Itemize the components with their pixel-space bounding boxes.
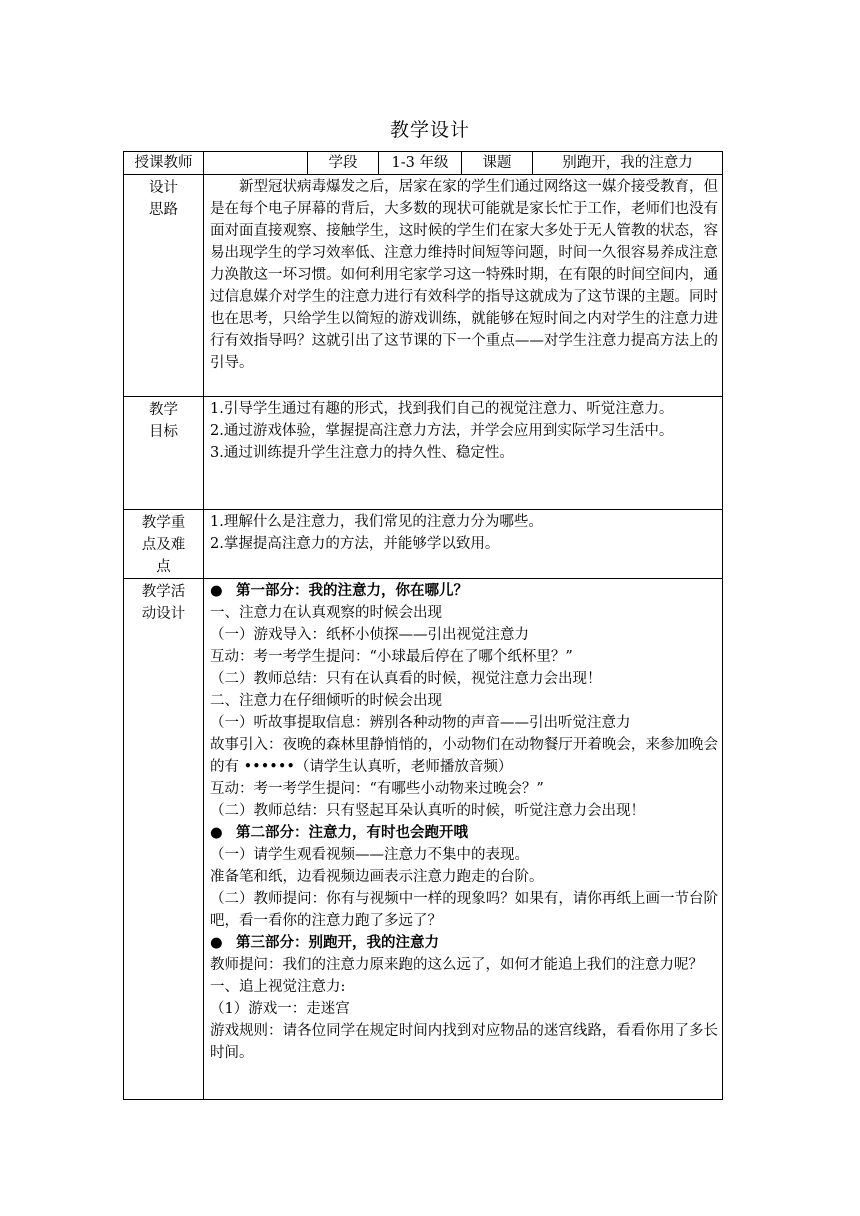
activities-label: 教学活 动设计 — [124, 579, 204, 1100]
activity-line: （二）教师提问：你有与视频中一样的现象吗？如果有，请你再纸上画一节台阶吧，看一看你的注意力跑了多远了？ — [210, 891, 718, 929]
activity-line: （二）教师总结：只有竖起耳朵认真听的时候，听觉注意力会出现！ — [210, 803, 645, 819]
activity-line: 准备笔和纸，边看视频边画表示注意力跑走的台阶。 — [210, 869, 544, 885]
teacher-value — [204, 152, 308, 175]
bullet-icon: ● — [210, 582, 223, 599]
activities-row — [124, 579, 723, 1100]
design-idea-row — [124, 175, 723, 397]
part3-heading: ● 第三部分：别跑开，我的注意力 — [210, 932, 718, 954]
teacher-label: 授课教师 — [124, 152, 204, 175]
topic-value: 别跑开，我的注意力 — [533, 152, 723, 175]
topic-label: 课题 — [462, 152, 533, 175]
bullet-icon: ● — [210, 824, 223, 841]
activity-line: （1）游戏一：走迷宫 — [210, 1001, 350, 1017]
stage-label: 学段 — [308, 152, 379, 175]
activity-line: 一、注意力在认真观察的时候会出现 — [210, 605, 442, 621]
activity-line: 故事引入：夜晚的森林里静悄悄的，小动物们在动物餐厅开着晚会，来参加晚会的有 ••••••（请学生认真听，老师播放音频） — [210, 737, 718, 775]
header-row — [124, 152, 723, 175]
activity-line: 二、注意力在仔细倾听的时候会出现 — [210, 693, 442, 709]
stage-value: 1-3 年级 — [379, 152, 462, 175]
objectives-row — [124, 397, 723, 510]
activity-line: 互动：考一考学生提问：“有哪些小动物来过晚会？” — [210, 781, 544, 797]
activities-content — [204, 579, 723, 1100]
design-idea-label: 设计 思路 — [124, 175, 204, 397]
part2-heading: ● 第二部分：注意力，有时也会跑开哦 — [210, 822, 718, 844]
activity-line: （一）听故事提取信息：辨别各种动物的声音——引出听觉注意力 — [210, 715, 631, 731]
activity-line: （二）教师总结：只有在认真看的时候，视觉注意力会出现！ — [210, 671, 602, 687]
objective-item: 3.通过训练提升学生注意力的持久性、稳定性。 — [210, 445, 514, 461]
objectives-label: 教学 目标 — [124, 397, 204, 510]
objective-item: 2.通过游戏体验，掌握提高注意力方法，并学会应用到实际学习生活中。 — [210, 423, 674, 439]
activity-line: （一）请学生观看视频——注意力不集中的表现。 — [210, 847, 529, 863]
activity-line: 游戏规则：请各位同学在规定时间内找到对应物品的迷宫线路，看看你用了多长时间。 — [210, 1023, 718, 1061]
activity-line: （一）游戏导入：纸杯小侦探——引出视觉注意力 — [210, 627, 529, 643]
key-points-row — [124, 510, 723, 579]
activity-line: 教师提问：我们的注意力原来跑的这么远了，如何才能追上我们的注意力呢？ — [210, 957, 703, 973]
activity-line: 互动：考一考学生提问：“小球最后停在了哪个纸杯里？” — [210, 649, 573, 665]
key-point-item: 2.掌握提高注意力的方法，并能够学以致用。 — [210, 536, 500, 552]
bullet-icon: ● — [210, 934, 223, 951]
lesson-plan-table — [123, 151, 723, 1100]
key-points-label: 教学重 点及难 点 — [124, 510, 204, 579]
part1-heading: ● 第一部分：我的注意力，你在哪儿？ — [210, 580, 718, 602]
activity-line: 一、追上视觉注意力: — [210, 979, 346, 995]
objectives-list — [204, 397, 723, 510]
key-point-item: 1.理解什么是注意力，我们常见的注意力分为哪些。 — [210, 514, 543, 530]
design-idea-text: 新型冠状病毒爆发之后，居家在家的学生们通过网络这一媒介接受教育，但是在每个电子屏幕的背后，大多数的现状可能就是家长忙于工作，老师们也没有面对面直接观察、接触学生，这时候的学生们在家大多处于无人管教的状态，容易出现学生的学习效率低、注意力维持时间短等问题，时间一久很容易养成注意力涣散这一坏习惯。如何利用宅家学习这一特殊时期，在有限的时间空间内，通过信息媒介对学生的注意力进行有效科学的指导这就成为了这节课的主题。同时也在思考，只给学生以简短的游戏训练，就能够在短时间之内对学生的注意力进行有效指导吗？这就引出了这节课的下一个重点——对学生注意力提高方法上的引导。 — [204, 175, 723, 397]
document-title: 教学设计 — [389, 119, 470, 141]
key-points-list — [204, 510, 723, 579]
objective-item: 1.引导学生通过有趣的形式，找到我们自己的视觉注意力、听觉注意力。 — [210, 401, 674, 417]
